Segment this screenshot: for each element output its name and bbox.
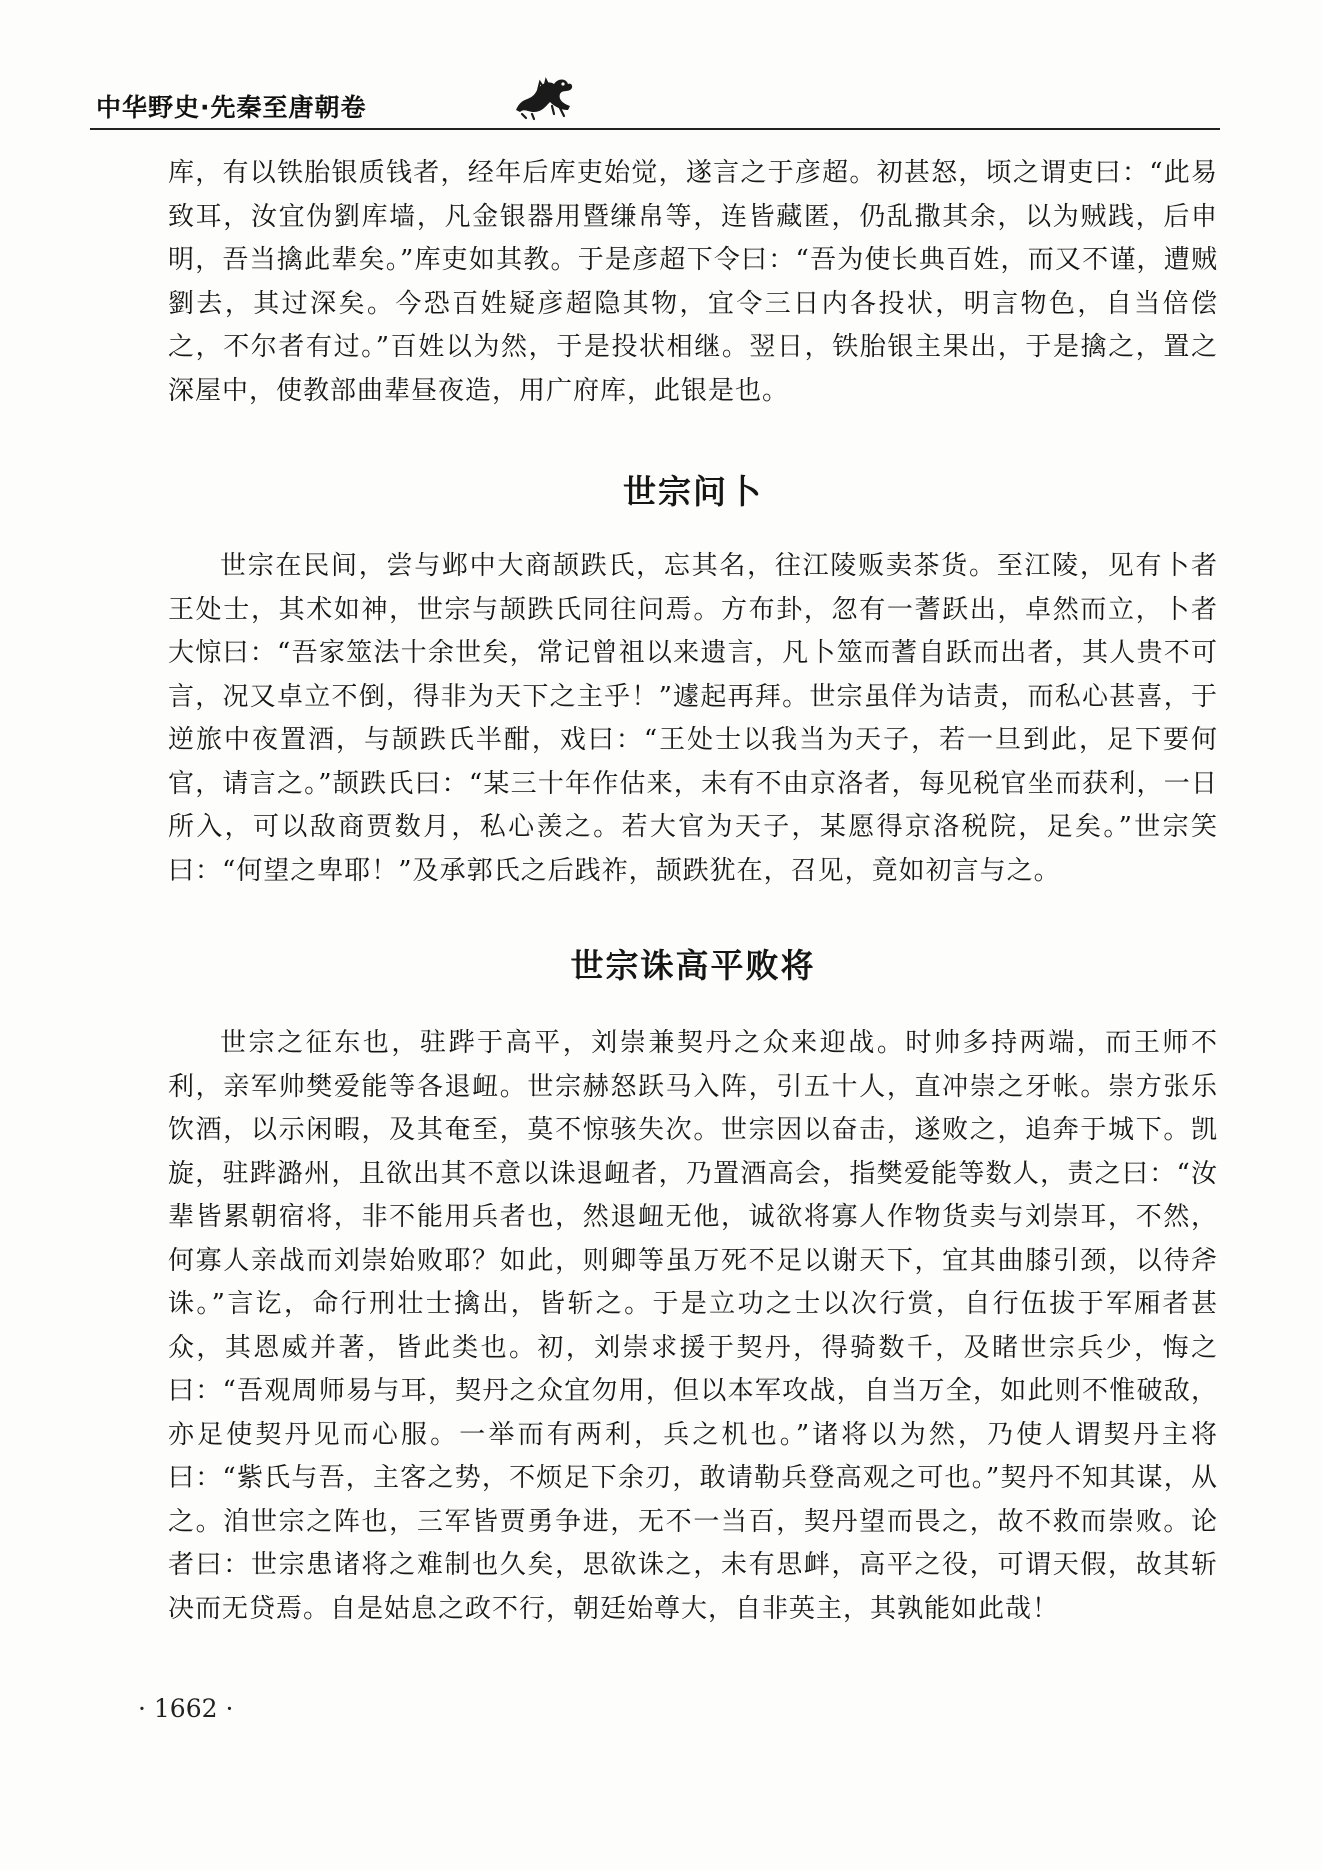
continued-paragraph: 库，有以铁胎银质钱者，经年后库吏始觉，遂言之于彦超。初甚怒，顷之谓吏曰：“此易致耳，汝宜伪劉库墙，凡金银器用暨缣帛等，连皆藏匿，仍乱撒其余，以为贼践，后申明，吾当擒此辈矣。”库吏如其教。于是彦超下令曰：“吾为使长典百姓，而又不谨，遭贼劉去，其过深矣。今恐百姓疑彦超隐其物，宜令三日内各投状，明言物色，自当倍偿之，不尔者有过。”百姓以为然，于是投状相继。翌日，铁胎银主果出，于是擒之，置之深屋中，使教部曲辈昼夜造，用广府库，此银是也。 [168,158,1218,406]
dragon-emblem-icon [508,72,578,122]
section-title-divination: 世宗问卜 [623,472,763,511]
header-rule [90,128,1220,130]
page-header [90,82,1220,132]
section-paragraph-gaoping: 世宗之征东也，驻跸于高平，刘崇兼契丹之众来迎战。时帅多持两端，而王师不利，亲军帅樊爱能等各退衄。世宗赫怒跃马入阵，引五十人，直冲崇之牙帐。崇方张乐饮酒，以示闲暇，及其奄至，莫不惊骇失次。世宗因以奋击，遂败之，追奔于城下。凯旋，驻跸潞州，且欲出其不意以诛退衄者，乃置酒高会，指樊爱能等数人，责之曰：“汝辈皆累朝宿将，非不能用兵者也，然退衄无他，诚欲将寡人作物货卖与刘崇耳，不然，何寡人亲战而刘崇始败耶？如此，则卿等虽万死不足以谢天下，宜其曲膝引颈，以待斧诛。”言讫，命行刑壮士擒出，皆斩之。于是立功之士以次行赏，自行伍拔于军厢者甚众，其恩威并著，皆此类也。初，刘崇求援于契丹，得骑数千，及睹世宗兵少，悔之曰：“吾观周师易与耳，契丹之众宜勿用，但以本军攻战，自当万全，如此则不惟破敌，亦足使契丹见而心服。一举而有两利，兵之机也。”诸将以为然，乃使人谓契丹主将曰：“紫氏与吾，主客之势，不烦足下余刃，敢请勒兵登高观之可也。”契丹不知其谋，从之。洎世宗之阵也，三军皆贾勇争进，无不一当百，契丹望而畏之，故不救而崇败。论者曰：世宗患诸将之难制也久矣，思欲诛之，未有思衅，高平之役，可谓天假，故其斩决而无贷焉。自是姑息之政不行，朝廷始尊大，自非英主，其孰能如此哉！ [168,1028,1218,1624]
book-title: 中华野史·先秦至唐朝卷 [96,93,367,122]
section-paragraph-divination: 世宗在民间，尝与邺中大商颉跌氏，忘其名，往江陵贩卖茶货。至江陵，见有卜者王处士，其术如神，世宗与颉跌氏同往问焉。方布卦，忽有一蓍跃出，卓然而立，卜者大惊曰：“吾家筮法十余世矣，常记曾祖以来遗言，凡卜筮而蓍自跃而出者，其人贵不可言，况又卓立不倒，得非为天下之主乎！”遽起再拜。世宗虽佯为诘责，而私心甚喜，于逆旅中夜置酒，与颉跌氏半酣，戏曰：“王处士以我当为天子，若一旦到此，足下要何官，请言之。”颉跌氏曰：“某三十年作估来，未有不由京洛者，每见税官坐而获利，一日所入，可以敌商贾数月，私心羡之。若大官为天子，某愿得京洛税院，足矣。”世宗笑曰：“何望之卑耶！”及承郭氏之后践祚，颉跌犹在，召见，竟如初言与之。 [168,551,1218,886]
page-number: · 1662 · [138,1694,234,1723]
section-title-gaoping: 世宗诛高平败将 [570,946,816,985]
